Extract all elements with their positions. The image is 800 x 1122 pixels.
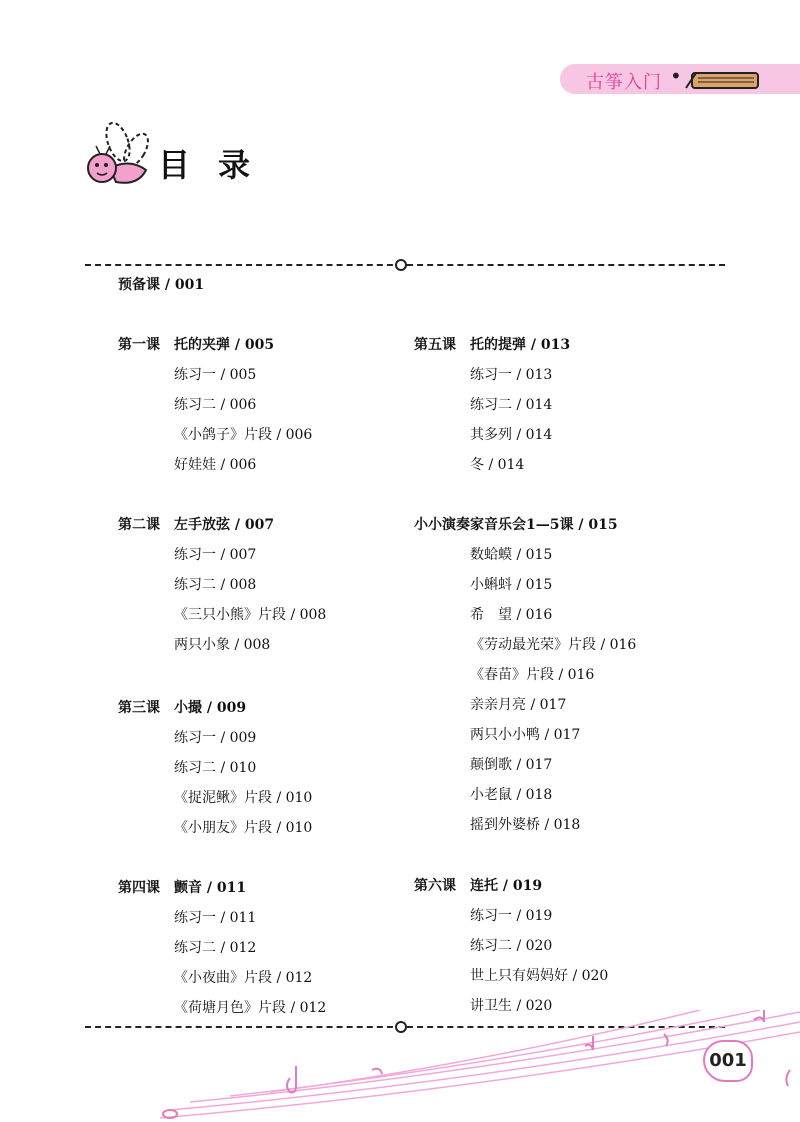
- page-number: 001: [703, 1040, 753, 1082]
- lesson-2-heading: [118, 514, 274, 534]
- lesson-number: 第四课: [118, 880, 160, 896]
- toc-item: 颠倒歌 / 017: [470, 757, 553, 773]
- concert-heading: 小小演奏家音乐会1—5课 / 015: [414, 517, 618, 533]
- toc-item: 练习二 / 014: [470, 397, 553, 413]
- lesson-number: 第三课: [118, 700, 160, 716]
- toc-item: 希 望 / 016: [470, 607, 553, 623]
- toc-item: 《三只小熊》片段 / 008: [174, 607, 327, 623]
- toc-item: 其多列 / 014: [470, 427, 553, 443]
- toc-item: 世上只有妈妈好 / 020: [470, 968, 609, 984]
- lesson-5-heading: [414, 334, 570, 354]
- toc-item: 讲卫生 / 020: [470, 998, 553, 1014]
- toc-item: 小老鼠 / 018: [470, 787, 553, 803]
- toc-item: 《小朋友》片段 / 010: [174, 820, 313, 836]
- lesson-title: 托的提弹 / 013: [470, 337, 571, 353]
- toc-item: 《小鸽子》片段 / 006: [174, 427, 313, 443]
- prep-lesson: 预备课 / 001: [118, 277, 205, 293]
- toc-item: 两只小象 / 008: [174, 637, 271, 653]
- guzheng-icon: [684, 68, 762, 92]
- bee-icon: [80, 118, 160, 198]
- toc-item: 练习二 / 008: [174, 577, 257, 593]
- toc-item: 《小夜曲》片段 / 012: [174, 970, 313, 986]
- lesson-number: 第二课: [118, 517, 160, 533]
- toc-item: 冬 / 014: [470, 457, 525, 473]
- header-tab-dot: •: [670, 64, 682, 88]
- header-tab: [560, 64, 800, 94]
- lesson-title: 托的夹弹 / 005: [174, 337, 275, 353]
- header-tab-label: 古筝入门: [586, 72, 662, 93]
- toc-item: 《荷塘月色》片段 / 012: [174, 1000, 327, 1016]
- lesson-title: 小撮 / 009: [174, 700, 247, 716]
- toc-item: 两只小小鸭 / 017: [470, 727, 581, 743]
- toc-item: 摇到外婆桥 / 018: [470, 817, 581, 833]
- music-staff-decoration: [0, 1010, 800, 1122]
- toc-item: 小蝌蚪 / 015: [470, 577, 553, 593]
- toc-item: 好娃娃 / 006: [174, 457, 257, 473]
- lesson-3-heading: [118, 697, 246, 717]
- lesson-number: 第一课: [118, 337, 160, 353]
- lesson-title: 颤音 / 011: [174, 880, 247, 896]
- lesson-6-heading: [414, 875, 542, 895]
- toc-item: 练习一 / 019: [470, 908, 553, 924]
- toc-item: 练习二 / 010: [174, 760, 257, 776]
- toc-item: 《劳动最光荣》片段 / 016: [470, 637, 637, 653]
- toc-item: 练习一 / 007: [174, 547, 257, 563]
- toc-item: 练习一 / 013: [470, 367, 553, 383]
- toc-item: 练习一 / 009: [174, 730, 257, 746]
- toc-item: 《春苗》片段 / 016: [470, 667, 595, 683]
- lesson-4-heading: [118, 877, 246, 897]
- toc-item: 练习二 / 006: [174, 397, 257, 413]
- toc-item: 练习一 / 005: [174, 367, 257, 383]
- toc-item: 练习二 / 012: [174, 940, 257, 956]
- lesson-title: 连托 / 019: [470, 878, 543, 894]
- toc-item: 练习一 / 011: [174, 910, 257, 926]
- lesson-1-heading: [118, 334, 274, 354]
- toc-item: 亲亲月亮 / 017: [470, 697, 567, 713]
- lesson-number: 第五课: [414, 337, 456, 353]
- lesson-number: 第六课: [414, 878, 456, 894]
- toc-item: 练习二 / 020: [470, 938, 553, 954]
- top-divider: [85, 258, 725, 272]
- lesson-title: 左手放弦 / 007: [174, 517, 275, 533]
- toc-item: 《捉泥鳅》片段 / 010: [174, 790, 313, 806]
- page-title: 目录: [158, 146, 279, 184]
- toc-item: 数蛤蟆 / 015: [470, 547, 553, 563]
